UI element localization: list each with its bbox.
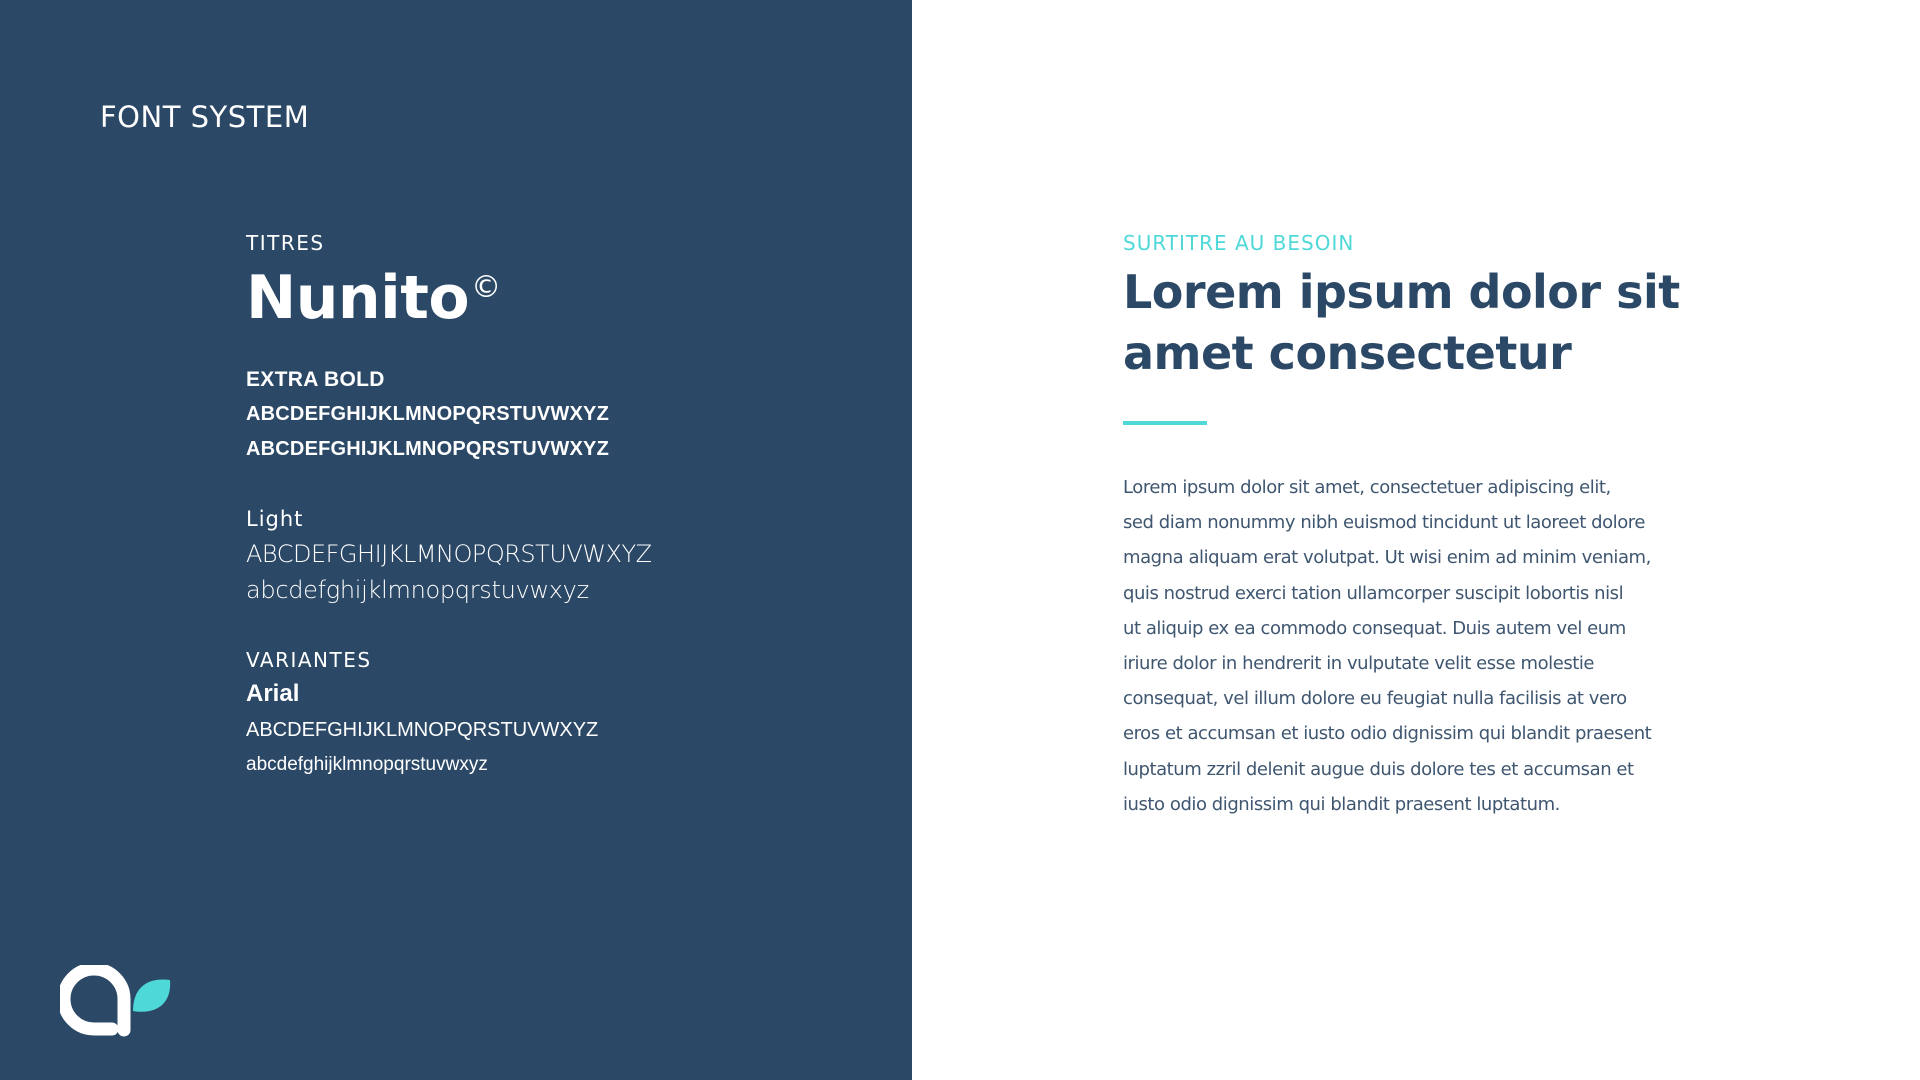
variant-font-name: Arial bbox=[246, 680, 300, 707]
light-sample-lowercase: abcdefghijklmnopqrstuvwxyz bbox=[246, 576, 589, 604]
body-line: quis nostrud exerci tation ullamcorper suscipit lobortis nisl bbox=[1123, 582, 1624, 604]
headline-line-2: amet consectetur bbox=[1123, 326, 1572, 380]
section-title: FONT SYSTEM bbox=[100, 100, 310, 134]
extra-bold-sample-1: ABCDEFGHIJKLMNOPQRSTUVWXYZ bbox=[246, 403, 609, 425]
body-line: iriure dolor in hendrerit in vulputate velit esse molestie bbox=[1123, 653, 1595, 675]
variant-sample-uppercase: ABCDEFGHIJKLMNOPQRSTUVWXYZ bbox=[246, 719, 599, 741]
kicker-text: SURTITRE AU BESOIN bbox=[1123, 231, 1355, 255]
body-line: sed diam nonummy nibh euismod tincidunt ut laoreet dolore bbox=[1123, 512, 1645, 534]
light-sample-uppercase: ABCDEFGHIJKLMNOPQRSTUVWXYZ bbox=[246, 540, 652, 568]
primary-font-name-text: Nunito bbox=[246, 263, 470, 333]
sample-layout-panel bbox=[912, 0, 1920, 1080]
headline bbox=[1123, 262, 1723, 384]
body-line: Lorem ipsum dolor sit amet, consectetuer adipiscing elit, bbox=[1123, 477, 1611, 498]
body-line: ut aliquip ex ea commodo consequat. Duis autem vel eum bbox=[1123, 617, 1626, 639]
font-spec-panel bbox=[0, 0, 912, 1080]
accent-divider bbox=[1123, 421, 1207, 425]
body-line: iusto odio dignissim qui blandit praesent luptatum. bbox=[1123, 793, 1560, 815]
body-line: luptatum zzril delenit augue duis dolore tes et accumsan et bbox=[1123, 758, 1634, 780]
body-paragraph bbox=[1123, 470, 1683, 822]
headline-line-1: Lorem ipsum dolor sit bbox=[1123, 265, 1680, 319]
body-line: magna aliquam erat volutpat. Ut wisi enim ad minim veniam, bbox=[1123, 547, 1651, 569]
extra-bold-label: EXTRA BOLD bbox=[246, 368, 385, 391]
body-line: eros et accumsan et iusto odio dignissim qui blandit praesent bbox=[1123, 723, 1652, 745]
primary-font-name bbox=[246, 265, 501, 331]
variants-label: VARIANTES bbox=[246, 648, 372, 672]
brand-logo-icon bbox=[60, 965, 172, 1037]
extra-bold-sample-2: ABCDEFGHIJKLMNOPQRSTUVWXYZ bbox=[246, 438, 609, 460]
titles-label: TITRES bbox=[246, 231, 325, 255]
body-line: consequat, vel illum dolore eu feugiat nulla facilisis at vero bbox=[1123, 688, 1627, 710]
variant-sample-lowercase: abcdefghijklmnopqrstuvwxyz bbox=[246, 754, 488, 775]
copyright-mark: © bbox=[471, 270, 501, 305]
light-label: Light bbox=[246, 507, 304, 531]
